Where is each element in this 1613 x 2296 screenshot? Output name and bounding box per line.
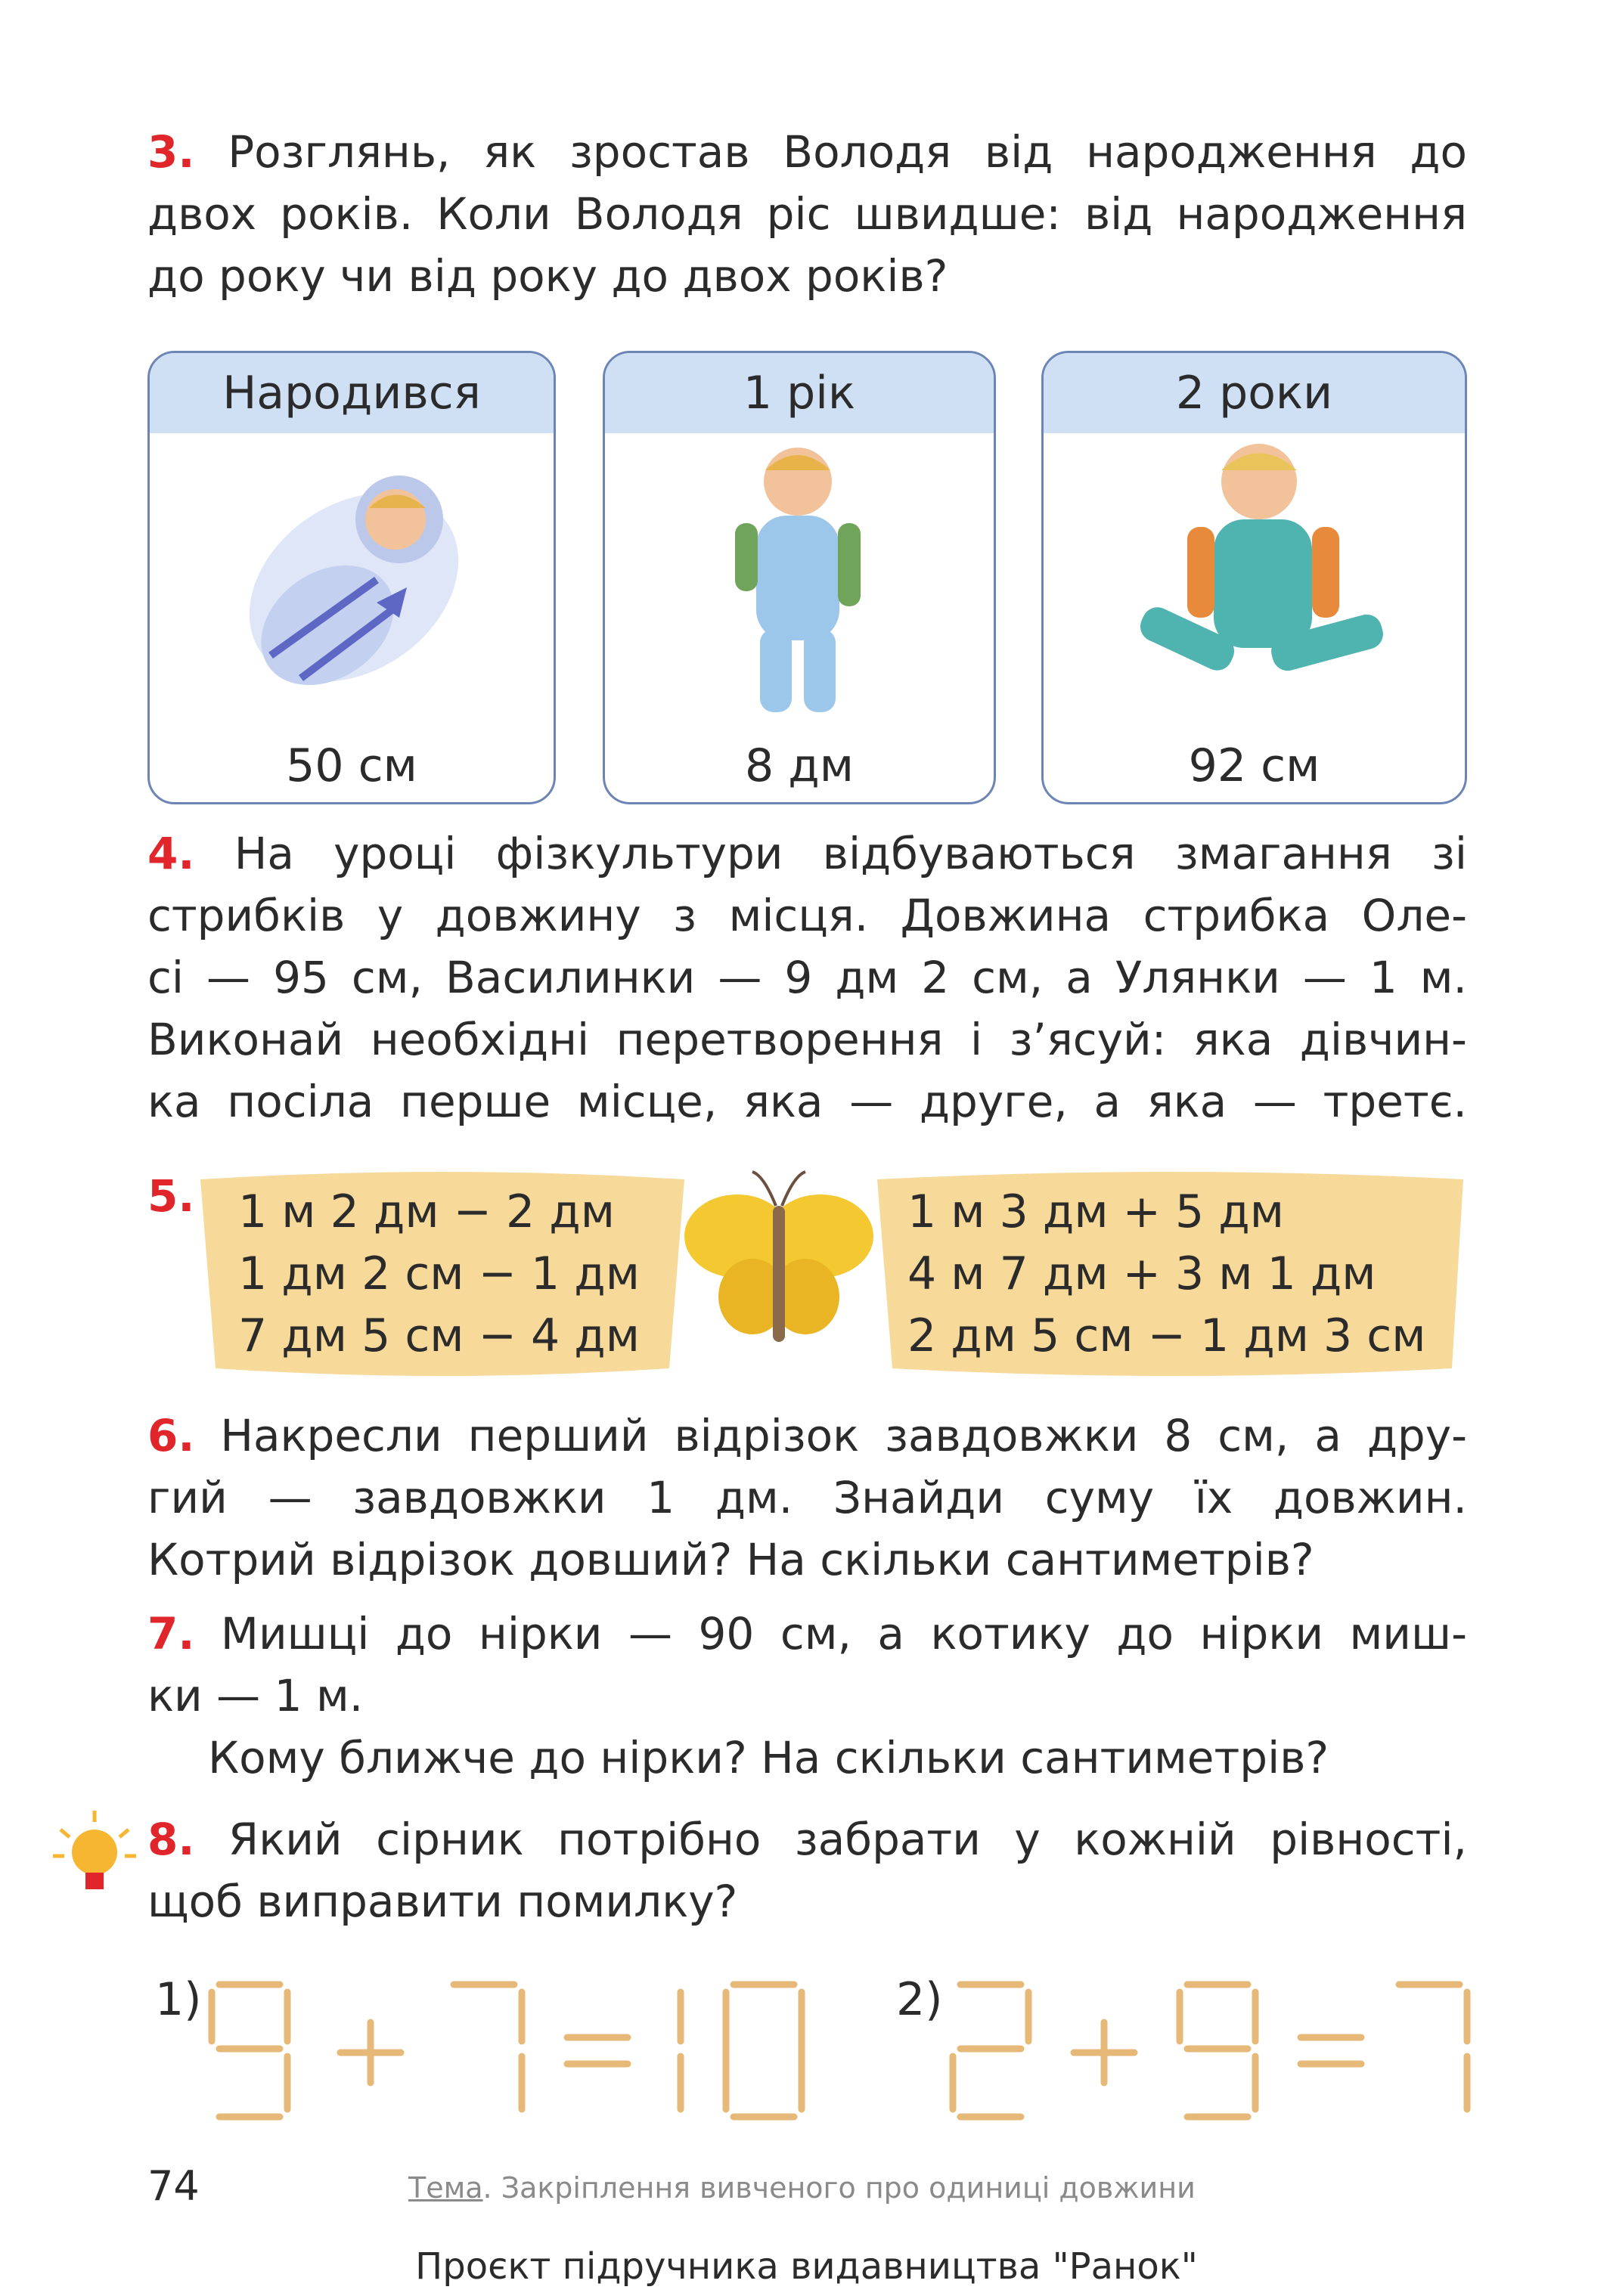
task-number: 8.	[147, 1814, 195, 1865]
growth-card-newborn	[147, 351, 556, 804]
growth-card-2-years	[1041, 351, 1467, 804]
card-value: 92 см	[1188, 739, 1320, 792]
card-value: 8 дм	[745, 739, 854, 792]
text-line: Розглянь, як зростав Володя від народження до	[228, 126, 1468, 178]
expression: 7 дм 5 см − 4 дм	[238, 1309, 640, 1362]
child-sitting-illustration	[1044, 436, 1467, 731]
equation-1-label: 1)	[155, 1973, 202, 2026]
text-line: ка посіла перше місце, яка — друге, а яка — третє.	[147, 1076, 1467, 1127]
text-line: щоб виправити помилку?	[147, 1876, 738, 1927]
matchstick-equation-1	[204, 1977, 824, 2128]
task-6-text	[147, 1405, 1467, 1591]
expression: 4 м 7 дм + 3 м 1 дм	[907, 1247, 1376, 1300]
topic-text: . Закріплення вивченого про одиниці довжини	[482, 2171, 1196, 2205]
swaddled-baby-illustration	[150, 436, 556, 731]
task-number: 6.	[147, 1410, 195, 1461]
expression: 1 м 3 дм + 5 дм	[907, 1185, 1284, 1238]
card-value: 50 см	[286, 739, 417, 792]
text-line: Який сірник потрібно забрати у кожній рівності,	[228, 1814, 1467, 1865]
equation-2-label: 2)	[896, 1973, 943, 2026]
task-number: 5.	[147, 1170, 195, 1222]
page-number: 74	[147, 2162, 200, 2210]
text-line: Кому ближче до нірки? На скільки сантиметрів?	[208, 1732, 1329, 1783]
task-number: 7.	[147, 1608, 195, 1659]
text-line: стрибків у довжину з місця. Довжина стрибка Оле-	[147, 890, 1467, 941]
footer-topic	[408, 2171, 1196, 2205]
expression: 2 дм 5 см − 1 дм 3 см	[907, 1309, 1426, 1362]
text-line: Мишці до нірки — 90 см, а котику до нірки миш-	[220, 1608, 1467, 1659]
task-number: 4.	[147, 828, 195, 879]
lightbulb-icon	[45, 1803, 144, 1909]
card-title: Народився	[150, 353, 554, 433]
toddler-illustration	[605, 436, 996, 731]
expressions-right	[907, 1181, 1426, 1367]
card-title: 2 роки	[1044, 353, 1465, 433]
text-line: гий — завдовжки 1 дм. Знайди суму їх довжин.	[147, 1472, 1467, 1523]
task-7-text	[147, 1603, 1467, 1789]
task-4-text	[147, 823, 1467, 1133]
expression: 1 м 2 дм − 2 дм	[238, 1185, 615, 1238]
growth-card-1-year	[603, 351, 996, 804]
expression: 1 дм 2 см − 1 дм	[238, 1247, 640, 1300]
task-8-text	[147, 1808, 1467, 1932]
task-number: 3.	[147, 126, 195, 178]
publisher-note: Проєкт підручника видавництва "Ранок"	[415, 2245, 1198, 2288]
butterfly-illustration	[681, 1168, 877, 1357]
expressions-left	[238, 1181, 640, 1367]
topic-label: Тема	[408, 2171, 483, 2205]
text-line: сі — 95 см, Василинки — 9 дм 2 см, а Улянки — 1 м.	[147, 952, 1467, 1003]
text-line: Виконай необхідні перетворення і з’ясуй: яка дівчин-	[147, 1014, 1467, 1065]
text-line: Котрий відрізок довший? На скільки сантиметрів?	[147, 1534, 1314, 1585]
task-3-text	[147, 121, 1467, 307]
text-line: Накресли перший відрізок завдовжки 8 см, а дру-	[220, 1410, 1467, 1461]
text-line: до року чи від року до двох років?	[147, 250, 948, 302]
text-line: двох років. Коли Володя ріс швидше: від народження	[147, 188, 1467, 240]
text-line: ки — 1 м.	[147, 1670, 364, 1721]
card-title: 1 рік	[605, 353, 994, 433]
text-line: На уроці фізкультури відбуваються змагання зі	[234, 828, 1467, 879]
matchstick-equation-2	[945, 1977, 1475, 2128]
